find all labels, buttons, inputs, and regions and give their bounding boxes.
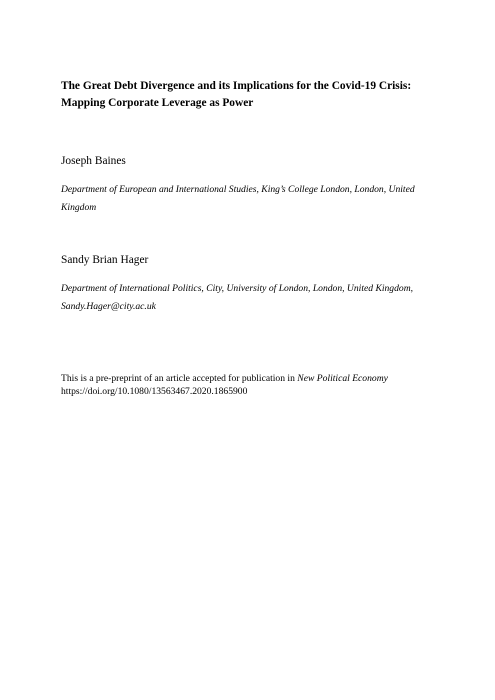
journal-name: New Political Economy xyxy=(297,373,388,384)
publication-note xyxy=(61,372,461,398)
author-affiliation xyxy=(61,181,439,217)
affiliation-line-1: Department of European and International Studies, King’s College London, London, United xyxy=(61,184,415,195)
author-affiliation xyxy=(61,280,439,316)
doi-link: https://doi.org/10.1080/13563467.2020.1865900 xyxy=(61,386,248,397)
paper-title-line-2: Mapping Corporate Leverage as Power xyxy=(61,97,254,109)
publication-note-prefix: This is a pre-preprint of an article accepted for publication in xyxy=(61,373,298,384)
paper-title xyxy=(61,78,441,112)
author-name: Sandy Brian Hager xyxy=(61,254,149,266)
author-name: Joseph Baines xyxy=(61,155,126,167)
publication-note-line-1 xyxy=(61,372,461,385)
author-email: Sandy.Hager@city.ac.uk xyxy=(61,301,156,312)
paper-title-line-1: The Great Debt Divergence and its Implications for the Covid-19 Crisis: xyxy=(61,80,412,92)
affiliation-line-1: Department of International Politics, City, University of London, London, United Kingdom, xyxy=(61,283,414,294)
affiliation-line-2: Kingdom xyxy=(61,202,97,213)
